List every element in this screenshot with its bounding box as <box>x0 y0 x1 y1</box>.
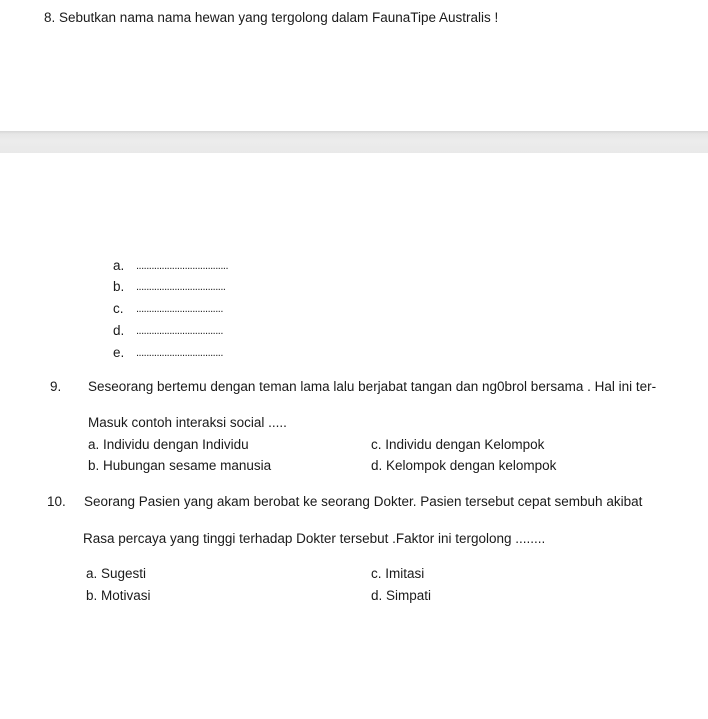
question-10-option-d: d. Simpati <box>371 588 432 603</box>
answer-blank-c: .................................. <box>136 303 223 315</box>
page-separator <box>0 131 708 153</box>
question-8-text: 8. Sebutkan nama nama hewan yang tergolong dalam FaunaTipe Australis ! <box>44 10 499 25</box>
question-9-option-c: c. Individu dengan Kelompok <box>371 437 545 452</box>
question-10-option-c: c. Imitasi <box>371 566 425 581</box>
answer-letter-d: d. <box>113 323 125 338</box>
question-9-option-b: b. Hubungan sesame manusia <box>88 458 272 473</box>
answer-blank-a: .................................... <box>136 260 229 272</box>
question-9-line1: Seseorang bertemu dengan teman lama lalu berjabat tangan dan ng0brol bersama . Hal ini ter- <box>88 379 657 394</box>
question-9-line2: Masuk contoh interaksi social ..... <box>88 415 287 430</box>
question-10-line1: Seorang Pasien yang akam berobat ke seorang Dokter. Pasien tersebut cepat sembuh akibat <box>84 494 643 509</box>
question-10-line2: Rasa percaya yang tinggi terhadap Dokter tersebut .Faktor ini tergolong ........ <box>83 531 546 546</box>
answer-blank-b: ................................... <box>136 281 226 293</box>
question-9-option-d: d. Kelompok dengan kelompok <box>371 458 557 473</box>
answer-blank-e: .................................. <box>136 347 223 359</box>
answer-letter-b: b. <box>113 279 125 294</box>
answer-letter-c: c. <box>113 301 124 316</box>
answer-blank-d: .................................. <box>136 325 223 337</box>
question-9-option-a: a. Individu dengan Individu <box>88 437 249 452</box>
answer-letter-e: e. <box>113 345 125 360</box>
question-10-number: 10. <box>47 494 66 509</box>
answer-letter-a: a. <box>113 258 125 273</box>
question-10-option-b: b. Motivasi <box>86 588 151 603</box>
question-10-option-a: a. Sugesti <box>86 566 147 581</box>
question-9-number: 9. <box>50 379 62 394</box>
